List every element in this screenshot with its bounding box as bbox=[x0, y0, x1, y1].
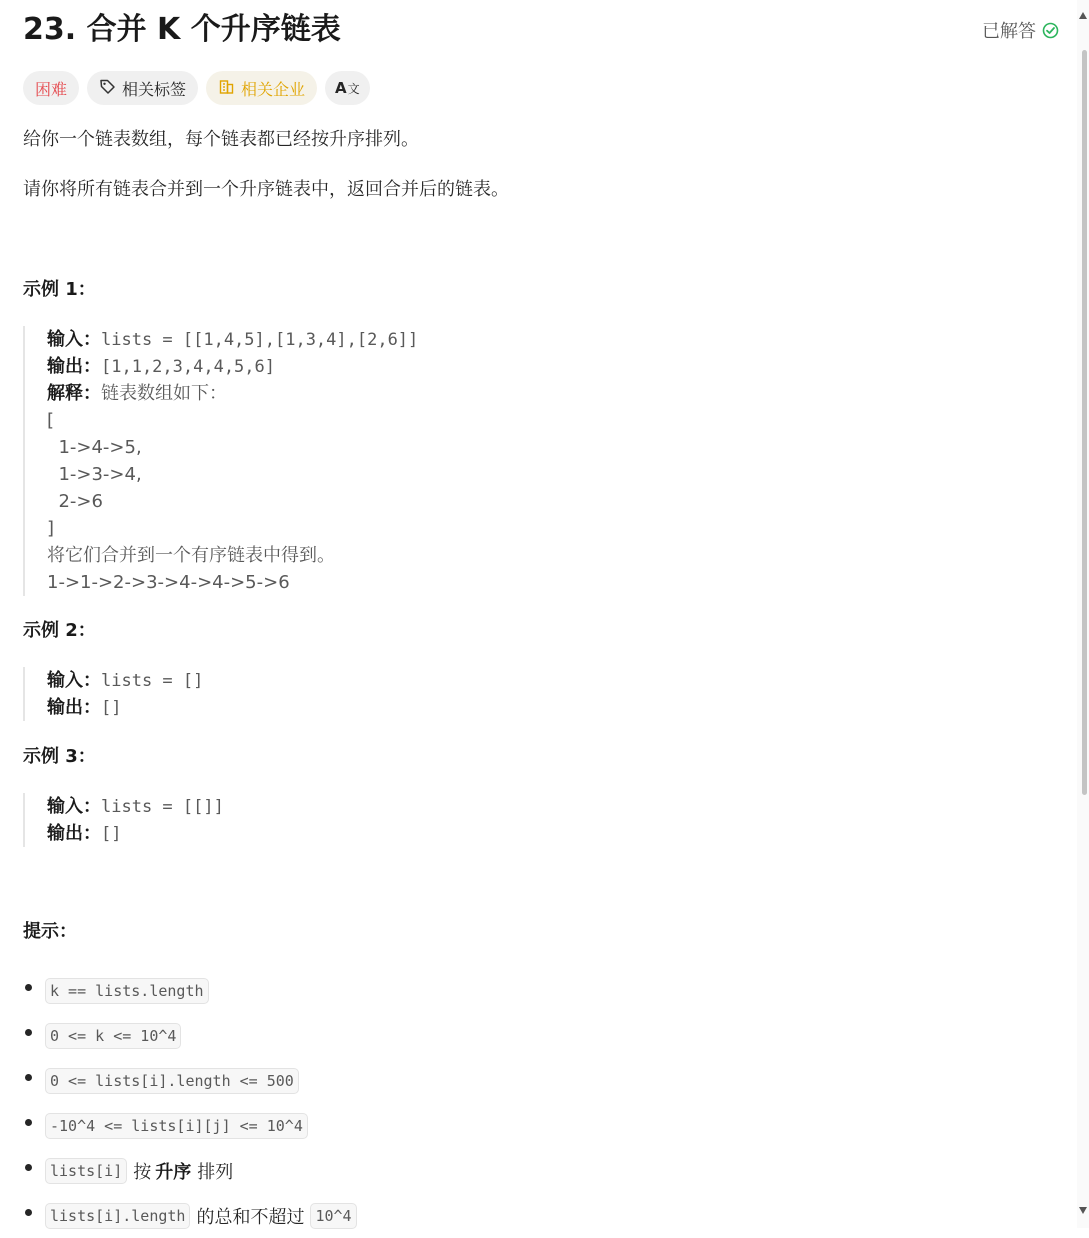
explanation-line: 1->4->5, bbox=[47, 437, 142, 458]
constraint-item bbox=[23, 1148, 1023, 1193]
building-icon bbox=[218, 78, 235, 99]
related-companies-button[interactable] bbox=[206, 71, 317, 105]
related-tags-button[interactable] bbox=[87, 71, 198, 105]
tag-icon bbox=[99, 78, 116, 99]
example-3-output bbox=[47, 820, 1047, 847]
difficulty-badge[interactable] bbox=[23, 71, 79, 105]
input-value: lists = [[]] bbox=[101, 797, 224, 817]
check-circle-icon bbox=[1042, 22, 1059, 39]
constraints-heading: 提示： bbox=[23, 921, 77, 942]
constraint-item bbox=[23, 1103, 1023, 1148]
constraint-text: 按 bbox=[133, 1161, 152, 1183]
example-2-heading: 示例 2： bbox=[23, 620, 96, 641]
constraint-item bbox=[23, 968, 1023, 1013]
input-value: lists = [] bbox=[101, 671, 204, 691]
output-label: 输出： bbox=[47, 356, 101, 377]
output-label: 输出： bbox=[47, 697, 101, 718]
constraint-item bbox=[23, 1013, 1023, 1058]
output-value: [] bbox=[101, 698, 122, 718]
example-1-input bbox=[47, 326, 1047, 353]
constraint-text: 排列 bbox=[197, 1161, 234, 1183]
example-1-output bbox=[47, 353, 1047, 380]
scroll-up-arrow-icon[interactable] bbox=[1079, 12, 1087, 19]
constraint-item bbox=[23, 1193, 1023, 1238]
solved-status bbox=[982, 17, 1059, 43]
constraint-text: 的总和不超过 bbox=[196, 1206, 305, 1228]
explanation-line: [ bbox=[47, 410, 55, 431]
output-label: 输出： bbox=[47, 823, 101, 844]
tag-bar bbox=[23, 71, 370, 105]
title-row bbox=[23, 8, 1063, 52]
example-3-heading: 示例 3： bbox=[23, 746, 96, 767]
example-2-output bbox=[47, 694, 1047, 721]
constraints-list bbox=[23, 968, 1023, 1238]
example-1-explanation bbox=[47, 380, 1047, 407]
explanation-line: 链表数组如下： bbox=[101, 383, 227, 404]
explanation-label: 解释： bbox=[47, 383, 101, 404]
translate-icon-label: A bbox=[335, 79, 347, 97]
example-3-block bbox=[23, 793, 1047, 847]
constraint-code: lists[i] bbox=[45, 1158, 127, 1184]
translate-button[interactable] bbox=[325, 71, 370, 105]
input-label: 输入： bbox=[47, 329, 101, 350]
output-value: [] bbox=[101, 824, 122, 844]
input-value: lists = [[1,4,5],[1,3,4],[2,6]] bbox=[101, 330, 419, 350]
related-tags-label: 相关标签 bbox=[122, 79, 187, 99]
explanation-line: 2->6 bbox=[47, 491, 103, 512]
vertical-scrollbar[interactable] bbox=[1077, 0, 1089, 1228]
constraint-code: -10^4 <= lists[i][j] <= 10^4 bbox=[45, 1113, 308, 1139]
constraint-code: 10^4 bbox=[310, 1203, 356, 1229]
input-label: 输入： bbox=[47, 796, 101, 817]
translate-icon: 文 bbox=[347, 81, 360, 96]
constraint-item bbox=[23, 1058, 1023, 1103]
example-1-block bbox=[23, 326, 1047, 596]
explanation-line: 1->1->2->3->4->4->5->6 bbox=[47, 572, 290, 593]
input-label: 输入： bbox=[47, 670, 101, 691]
constraint-code: k == lists.length bbox=[45, 978, 209, 1004]
example-2-input bbox=[47, 667, 1047, 694]
scroll-down-arrow-icon[interactable] bbox=[1079, 1207, 1087, 1214]
example-2-block bbox=[23, 667, 1047, 721]
constraint-code: 0 <= k <= 10^4 bbox=[45, 1023, 181, 1049]
description-paragraph-1: 给你一个链表数组，每个链表都已经按升序排列。 bbox=[23, 129, 419, 150]
solved-label: 已解答 bbox=[982, 21, 1036, 42]
constraint-code: 0 <= lists[i].length <= 500 bbox=[45, 1068, 299, 1094]
related-companies-label: 相关企业 bbox=[241, 79, 306, 99]
scroll-thumb[interactable] bbox=[1082, 50, 1087, 795]
problem-title[interactable]: 23. 合并 K 个升序链表 bbox=[23, 12, 341, 47]
example-1-heading: 示例 1： bbox=[23, 279, 96, 300]
explanation-line: ] bbox=[47, 518, 55, 539]
explanation-line: 将它们合并到一个有序链表中得到。 bbox=[47, 545, 335, 566]
explanation-line: 1->3->4, bbox=[47, 464, 142, 485]
output-value: [1,1,2,3,4,4,5,6] bbox=[101, 357, 275, 377]
example-3-input bbox=[47, 793, 1047, 820]
constraint-bold: 升序 bbox=[155, 1161, 192, 1183]
description-paragraph-2: 请你将所有链表合并到一个升序链表中，返回合并后的链表。 bbox=[23, 179, 509, 200]
difficulty-label: 困难 bbox=[35, 79, 68, 99]
constraint-code: lists[i].length bbox=[45, 1203, 190, 1229]
